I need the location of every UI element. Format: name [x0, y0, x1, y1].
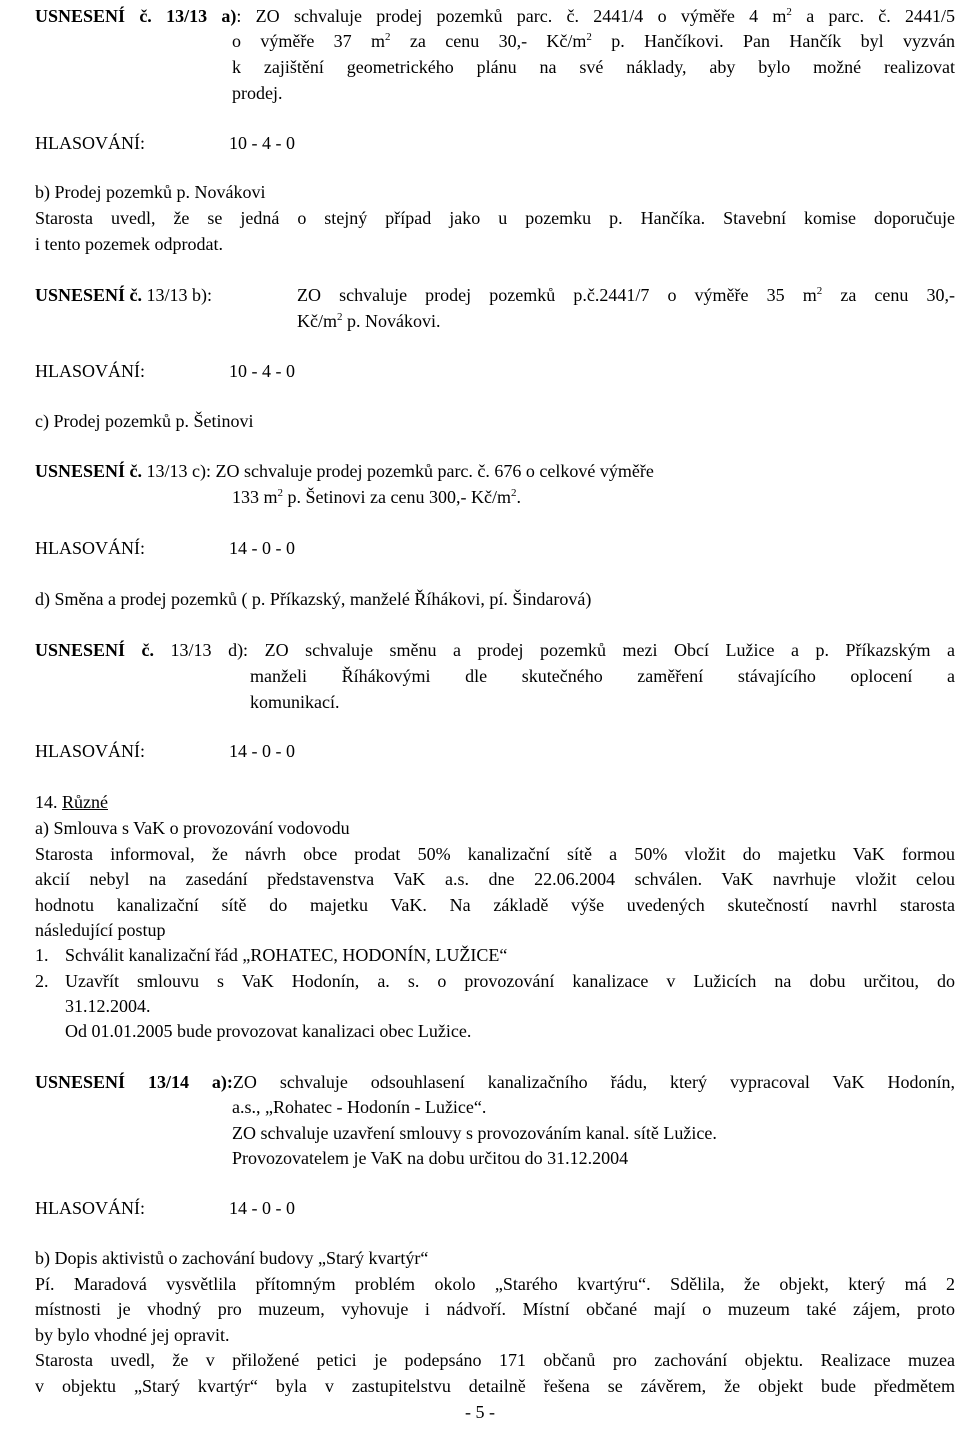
vote-result: 14 - 0 - 0 — [229, 741, 295, 761]
section-14-title: Různé — [62, 792, 108, 812]
vote-label: HLASOVÁNÍ: — [35, 361, 145, 381]
list-item-1: Schválit kanalizační řád „ROHATEC, HODONÍN, LUŽICE“ — [65, 945, 508, 965]
list-item-2: Uzavřít smlouvu s VaK Hodonín, a. s. o provozování kanalizace v Lužicích na dobu určitou, do — [65, 971, 955, 991]
section-14-a-para-line-2: akcií nebyl na zasedání představenstva VaK a.s. dne 22.06.2004 schválen. VaK navrhuje vložit celou — [35, 869, 955, 889]
section-14-b-para-line-4: Starosta uvedl, že v přiložené petici je podepsáno 171 občanů pro zachování objektu. Realizace muzea — [35, 1350, 955, 1370]
resolution-13-13-a-line-3: k zajištění geometrického plánu na své náklady, aby bylo možné realizovat — [232, 57, 955, 77]
resolution-13-13-b-label: USNESENÍ č. 13/13 b): — [35, 285, 213, 305]
vote-result: 10 - 4 - 0 — [229, 133, 295, 153]
resolution-13-13-c-line-2: 133 $m^2$ p. Šetinovi za cenu 300,- $Kč/m^2$. — [232, 487, 521, 507]
vote-13-13-a — [35, 133, 295, 154]
vote-13-13-c — [35, 538, 295, 559]
section-14-b-para-line-3: by bylo vhodné jej opravit. — [35, 1325, 230, 1345]
vote-result: 14 - 0 - 0 — [229, 1198, 295, 1218]
list-item-2-number: 2. — [35, 971, 49, 991]
section-c-heading: c) Prodej pozemků p. Šetinovi — [35, 411, 254, 431]
resolution-13-13-c-line-1: USNESENÍ č. 13/13 c): ZO schvaluje prodej pozemků parc. č. 676 o celkové výměře — [35, 461, 654, 481]
section-d-heading: d) Směna a prodej pozemků ( p. Příkazský, manželé Říhákovi, pí. Šindarová) — [35, 589, 592, 609]
resolution-13-13-a-line-2: o výměře 37 $m^2$ za cenu 30,- $Kč/m^2$ p. Hančíkovi. Pan Hančík byl vyzván — [232, 31, 955, 51]
section-14-b-para-line-5: v objektu „Starý kvartýr“ byla v zastupitelstvu detailně řešena se závěrem, že objekt bude předmětem — [35, 1376, 955, 1396]
resolution-13-13-d-line-1: USNESENÍ č. 13/13 d): ZO schvaluje směnu a prodej pozemků mezi Obcí Lužice a p. Příkazským a — [35, 640, 955, 660]
resolution-13-14-a-line-4: Provozovatelem je VaK na dobu určitou do 31.12.2004 — [232, 1148, 629, 1168]
resolution-13-13-b-line-2: $Kč/m^2$ p. Novákovi. — [297, 311, 441, 331]
section-b-text-line-2: i tento pozemek odprodat. — [35, 234, 223, 254]
section-14-b-para-line-1: Pí. Maradová vysvětlila přítomným problém okolo „Starého kvartýru“. Sdělila, že objekt, který má 2 — [35, 1274, 955, 1294]
section-b-text-line-1: Starosta uvedl, že se jedná o stejný případ jako u pozemku p. Hančíka. Stavební komise doporučuje — [35, 208, 955, 228]
section-14-a-heading: a) Smlouva s VaK o provozování vodovodu — [35, 818, 350, 838]
section-14-a-para-line-1: Starosta informoval, že návrh obce prodat 50% kanalizační sítě a 50% vložit do majetku VaK formou — [35, 844, 955, 864]
section-14-a-para-line-3: hodnotu kanalizační sítě do majetku VaK. Na základě výše uvedených skutečností navrhl starosta — [35, 895, 955, 915]
list-item-3: Od 01.01.2005 bude provozovat kanalizaci obec Lužice. — [65, 1021, 472, 1041]
resolution-13-14-a-line-1: USNESENÍ 13/14 a):ZO schvaluje odsouhlasení kanalizačního řádu, který vypracoval VaK Hodonín, — [35, 1072, 955, 1092]
resolution-13-13-a-line-1: USNESENÍ č. 13/13 a): ZO schvaluje prodej pozemků parc. č. 2441/4 o výměře 4 $m^2$ a parc. č. 2441/5 — [35, 6, 956, 26]
section-14-b-heading: b) Dopis aktivistů o zachování budovy „Starý kvartýr“ — [35, 1248, 429, 1268]
resolution-13-13-d-line-3: komunikací. — [250, 692, 340, 712]
resolution-13-13-d-line-2: manželi Říhákovými dle skutečného zaměření stávajícího oplocení a — [250, 666, 955, 686]
vote-label: HLASOVÁNÍ: — [35, 133, 145, 153]
vote-13-14-a — [35, 1198, 295, 1219]
resolution-13-13-b-line-1: ZO schvaluje prodej pozemků p.č.2441/7 o výměře 35 $m^2$ za cenu 30,- — [297, 285, 955, 305]
section-b-heading: b) Prodej pozemků p. Novákovi — [35, 182, 266, 202]
vote-13-13-b — [35, 361, 295, 382]
resolution-13-14-a-line-2: a.s., „Rohatec - Hodonín - Lužice“. — [232, 1097, 487, 1117]
list-item-1-number: 1. — [35, 945, 49, 965]
vote-13-13-d — [35, 741, 295, 762]
section-14-a-para-line-4: následující postup — [35, 920, 166, 940]
vote-label: HLASOVÁNÍ: — [35, 1198, 145, 1218]
page-number: - 5 - — [465, 1402, 495, 1422]
vote-result: 14 - 0 - 0 — [229, 538, 295, 558]
resolution-13-14-a-line-3: ZO schvaluje uzavření smlouvy s provozováním kanal. sítě Lužice. — [232, 1123, 717, 1143]
list-item-2-continued: 31.12.2004. — [65, 996, 151, 1016]
vote-label: HLASOVÁNÍ: — [35, 538, 145, 558]
section-14-heading: 14. Různé — [35, 792, 108, 812]
section-14-b-para-line-2: místnosti je vhodný pro muzeum, vyhovuje i nádvoří. Místní občané mají o muzeum také zájem, proto — [35, 1299, 955, 1319]
vote-label: HLASOVÁNÍ: — [35, 741, 145, 761]
resolution-13-13-a-line-4: prodej. — [232, 83, 283, 103]
vote-result: 10 - 4 - 0 — [229, 361, 295, 381]
